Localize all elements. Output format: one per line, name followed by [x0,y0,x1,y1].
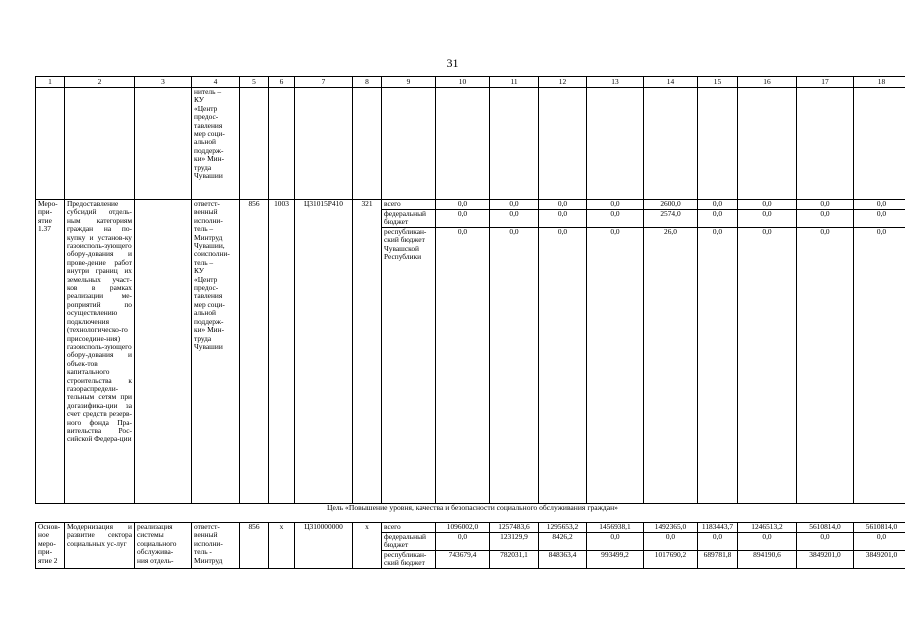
amount-cell: 0,0 [436,210,490,228]
target-article-code: Ц310000000 [295,523,353,569]
amount-cell: 0,0 [738,210,797,228]
amount-cell: 0,0 [490,200,539,210]
col-header: 4 [192,77,240,88]
amount-cell: 0,0 [797,200,854,210]
amount-cell: 0,0 [587,228,644,504]
amount-cell: 0,0 [854,533,905,551]
expense-type-code: х [353,523,382,569]
col-header: 18 [854,77,905,88]
amount-cell: 0,0 [436,228,490,504]
event-id: Основ- ное меро- при- ятие 2 [36,523,65,569]
amount-cell: 0,0 [698,533,738,551]
col-header: 9 [382,77,436,88]
executor-cell: ответст- венный исполни- тель – Минтруд Чувашии, соисполни- тель – КУ «Центр предос- тавления мер соци- альной поддерж- ки» Мин- труда Чувашии [192,200,240,504]
executor-cell: ответст- венный исполни- тель - Минтруд [192,523,240,569]
amount-cell: 0,0 [698,210,738,228]
amount-cell: 0,0 [644,533,698,551]
amount-cell: 0,0 [490,228,539,504]
col-header: 3 [135,77,192,88]
amount-cell: 689781,8 [698,551,738,569]
amount-cell: 782031,1 [490,551,539,569]
continuation-row [36,88,905,200]
col-header: 17 [797,77,854,88]
amount-cell: 0,0 [539,200,587,210]
amount-cell: 0,0 [587,200,644,210]
goal-row [36,504,905,523]
amount-cell: 26,0 [644,228,698,504]
executor-cell: нитель – КУ «Центр предос- тавления мер соци- альной поддерж- ки» Мин- труда Чувашии [192,88,240,200]
amount-cell: 0,0 [698,228,738,504]
amount-cell: 1257483,6 [490,523,539,533]
amount-cell: 743679,4 [436,551,490,569]
page-number: 31 [446,56,459,70]
col-header: 12 [539,77,587,88]
amount-cell: 1492365,0 [644,523,698,533]
funding-source: федеральный бюджет [382,210,436,228]
amount-cell: 1017690,2 [644,551,698,569]
amount-cell: 1183443,7 [698,523,738,533]
amount-cell: 0,0 [539,228,587,504]
amount-cell: 5610814,0 [797,523,854,533]
amount-cell: 0,0 [854,200,905,210]
grbs-code: 856 [240,523,269,569]
amount-cell: 2600,0 [644,200,698,210]
amount-cell: 894190,6 [738,551,797,569]
amount-cell: 0,0 [587,533,644,551]
expense-type-code: 321 [353,200,382,504]
amount-cell: 1096002,0 [436,523,490,533]
goal-title: Цель «Повышение уровня, качества и безопасности социального обслуживания граждан» [36,504,905,523]
amount-cell: 0,0 [436,533,490,551]
amount-cell: 8426,2 [539,533,587,551]
event-description: Модернизация и развитие сектора социальных ус-луг [65,523,135,569]
col-header: 16 [738,77,797,88]
col-header: 6 [269,77,295,88]
amount-cell: 0,0 [797,228,854,504]
funding-source: всего [382,523,436,533]
event-result [135,200,192,504]
col-header: 5 [240,77,269,88]
col-header: 11 [490,77,539,88]
funding-source: республикан- ский бюджет Чувашской Республики [382,228,436,504]
col-header: 15 [698,77,738,88]
event-result: реализация системы социального обслужива- ния отдель- [135,523,192,569]
table-row [36,200,905,210]
amount-cell: 0,0 [797,210,854,228]
col-header: 10 [436,77,490,88]
amount-cell: 0,0 [797,533,854,551]
col-header: 8 [353,77,382,88]
amount-cell: 0,0 [490,210,539,228]
amount-cell: 123129,9 [490,533,539,551]
amount-cell: 0,0 [698,200,738,210]
col-header: 13 [587,77,644,88]
section-code: 1003 [269,200,295,504]
amount-cell: 0,0 [738,228,797,504]
amount-cell: 5610814,0 [854,523,905,533]
col-header: 2 [65,77,135,88]
header-row [36,77,905,88]
amount-cell: 0,0 [436,200,490,210]
col-header: 7 [295,77,353,88]
amount-cell: 993499,2 [587,551,644,569]
table-row [36,523,905,533]
amount-cell: 0,0 [854,210,905,228]
amount-cell: 0,0 [854,228,905,504]
amount-cell: 0,0 [539,210,587,228]
amount-cell: 3849201,0 [797,551,854,569]
col-header: 1 [36,77,65,88]
section-code: х [269,523,295,569]
budget-table [35,76,905,569]
amount-cell: 0,0 [587,210,644,228]
amount-cell: 0,0 [738,533,797,551]
event-description: Предоставление субсидий отдель-ным категориям граждан на по-купку и установ-ку газоисполь-зующего обору-дования и прове-дение работ внутри границ их земельных участ-ков в рамках реализации ме-роприятий по осуществлению подключения (технологическо-го присоедине-ния) газоисполь-зующего обору-дования и объек-тов капитального строительства к газораспредели-тельным сетям при догазифика-ции за счет средств резерв-ного фонда Пра-вительства Рос-сийской Федера-ции [65,200,135,504]
funding-source: республикан- ский бюджет [382,551,436,569]
funding-source: федеральный бюджет [382,533,436,551]
amount-cell: 1246513,2 [738,523,797,533]
col-header: 14 [644,77,698,88]
target-article-code: Ц31015Р410 [295,200,353,504]
amount-cell: 3849201,0 [854,551,905,569]
amount-cell: 848363,4 [539,551,587,569]
event-id: Меро- при- ятие 1.37 [36,200,65,504]
amount-cell: 1456938,1 [587,523,644,533]
grbs-code: 856 [240,200,269,504]
amount-cell: 2574,0 [644,210,698,228]
funding-source: всего [382,200,436,210]
amount-cell: 1295653,2 [539,523,587,533]
amount-cell: 0,0 [738,200,797,210]
